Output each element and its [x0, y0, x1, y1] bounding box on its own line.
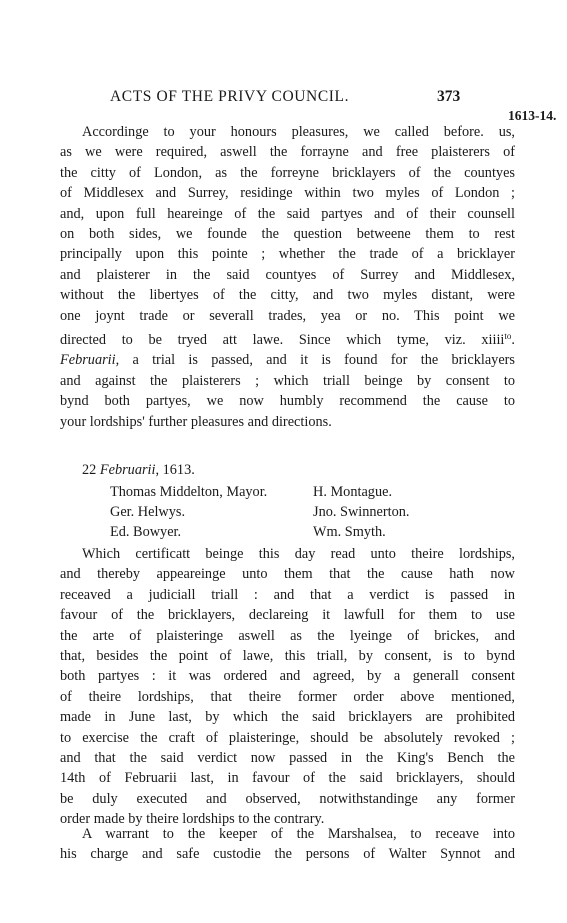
text-line: the citty of London, as the forreyne bricklayers of the countyes [60, 164, 515, 181]
text-line: and that the said verdict now passed in the King's Bench the [60, 750, 515, 767]
text-line: that, besides the point of lawe, this triall, by consent, is to bynd [60, 648, 515, 665]
text-line: his charge and safe custodie the persons of Walter Synnot and [60, 846, 515, 863]
text-line: principally upon this pointe ; whether the trade of a bricklayer [60, 246, 515, 263]
text-line: order made by theire lordships to the contrary. [60, 811, 325, 828]
text-line: made in June last, by which the said bricklayers are prohibited [60, 709, 515, 726]
text-line: and against the plaisterers ; which triall beinge by consent to [60, 372, 515, 389]
text-line: one joynt trade or severall trades, yea or no. This point we [60, 307, 515, 324]
signature-right-2: Jno. Swinnerton. [313, 504, 410, 520]
text-line: of Middlesex and Surrey, residinge within two myles of London ; [60, 185, 515, 202]
running-title: ACTS OF THE PRIVY COUNCIL. [110, 88, 350, 105]
text-segment: directed to be tryed att lawe. Since which tyme, viz. xiiii [60, 332, 505, 349]
text-line: favour of the bricklayers, declareing it lawfull for them to use [60, 607, 515, 624]
text-line: without the libertyes of the citty, and two myles distant, were [60, 287, 515, 304]
text-line: on both sides, we founde the question betweene them to rest [60, 226, 515, 243]
superscript: to [504, 331, 512, 342]
date-line [82, 462, 195, 479]
text-line-with-superscript: directed to be tryed att lawe. Since which tyme, viz. xiiii$^{to}$. [60, 331, 515, 349]
text-line: A warrant to the keeper of the Marshalsea, to receave into [82, 826, 515, 842]
date-month: Februarii [99, 462, 156, 478]
text-line: to exercise the craft of plaisteringe, should be absolutely revoked ; [60, 729, 515, 746]
text-line: both partyes : it was ordered and agreed, by a generall consent [60, 668, 515, 685]
text-line: bynd both partyes, we now humbly recommend the cause to [60, 393, 515, 410]
italic-word: Februarii [60, 352, 116, 369]
signature-right-3: Wm. Smyth. [313, 524, 386, 540]
text-line: and thereby appeareinge unto them that the cause hath now [60, 566, 515, 583]
signature-right-1: H. Montague. [313, 484, 393, 500]
text-line: of theire lordships, that theire former order above mentioned, [60, 688, 515, 705]
text-line: your lordships' further pleasures and directions. [60, 413, 332, 430]
text-line-italic-start [60, 350, 515, 370]
margin-year: 1613-14. [508, 108, 557, 123]
text-line: 14th of Februarii last, in favour of the said bricklayers, should [60, 770, 515, 787]
signature-left-2: Ger. Helwys. [110, 504, 186, 520]
text-line: be duly executed and observed, notwithstandinge any former [60, 790, 515, 807]
text-line: and, upon full heareinge of the said partyes and of their counsell [60, 205, 515, 222]
text-line: receaved a judiciall triall : and that a verdict is passed in [60, 586, 515, 603]
text-line: Which certificatt beinge this day read unto theire lordships, [82, 546, 515, 562]
page-number: 373 [437, 88, 461, 105]
text-line: the arte of plaisteringe aswell as the lyeinge of brickes, and [60, 627, 515, 644]
signature-left-3: Ed. Bowyer. [110, 524, 182, 540]
date-year: , 1613. [155, 462, 195, 478]
paragraph-warrant [60, 824, 515, 865]
paragraph-order [60, 544, 515, 830]
paragraph-certificate [60, 122, 515, 432]
signature-left-1: Thomas Middelton, Mayor. [110, 484, 268, 500]
text-segment: , a trial is passed, and it is found for the bricklayers [115, 352, 515, 369]
text-line: as we were required, aswell the forrayne and free plaisterers of [60, 144, 515, 161]
text-line: Accordinge to your honours pleasures, we called before. us, [82, 124, 515, 140]
date-day: 22 [82, 462, 97, 478]
text-line: and plaisterer in the said countyes of Surrey and Middlesex, [60, 266, 515, 283]
